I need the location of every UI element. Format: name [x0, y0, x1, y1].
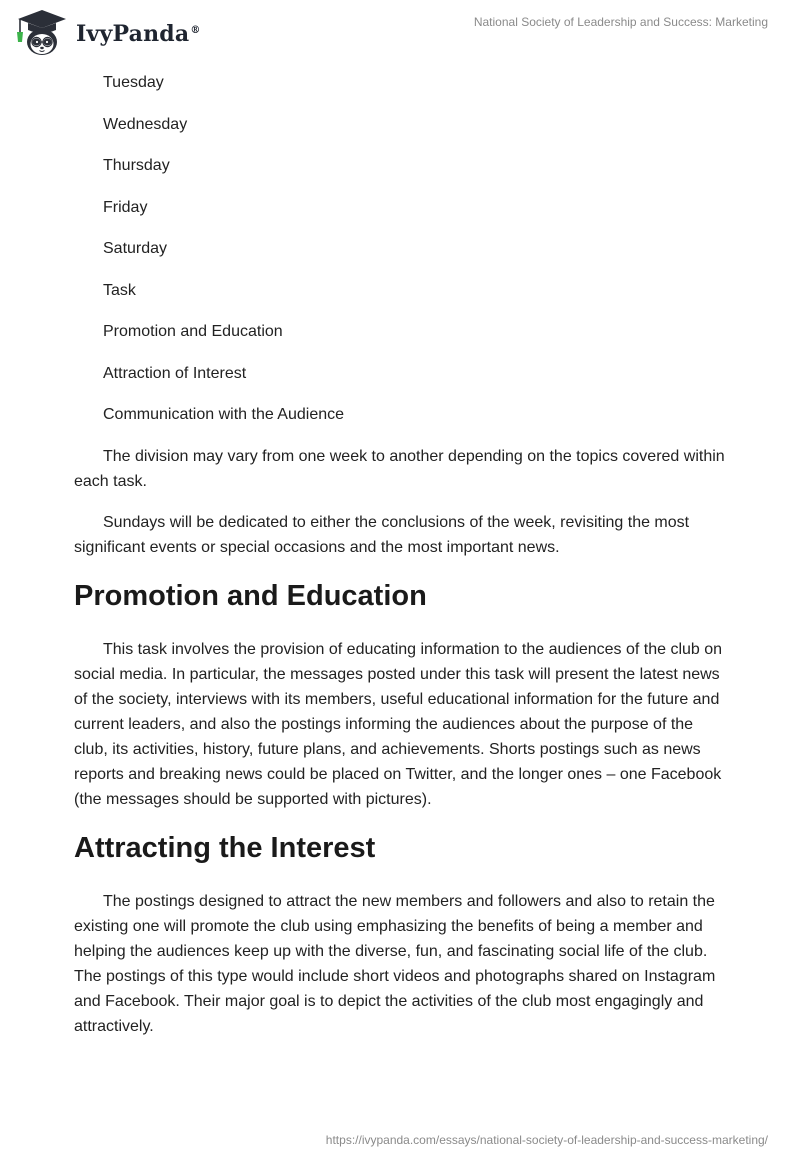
list-item: Thursday [103, 157, 170, 174]
section-heading-attracting: Attracting the Interest [74, 831, 376, 864]
panda-graduation-cap-icon [14, 8, 70, 58]
registered-mark: ® [190, 24, 201, 36]
list-item: Wednesday [103, 115, 188, 133]
list-item: Tuesday [103, 74, 164, 91]
document-title: National Society of Leadership and Success: Marketing [473, 15, 768, 29]
paragraph-division: The division may vary from one week to another depending on the topics covered within each task. [74, 447, 725, 490]
brand-name: IvyPanda® [76, 21, 201, 47]
brand-logo[interactable] [14, 8, 201, 58]
section-body-promotion: This task involves the provision of educating information to the audiences of the club on social media. In particular, the messages posted under this task will present the latest news of the society, interviews with its members, useful educational information for the future and current leaders, and also the postings informing the audiences about the purpose of the club, its activities, history, future plans, and achievements. Shorts postings such as news reports and breaking news could be placed on Twitter, and the longer ones – one Facebook (the messages should be supported with pictures). [74, 640, 723, 808]
list-item: Saturday [103, 240, 168, 257]
source-url[interactable]: https://ivypanda.com/essays/national-society-of-leadership-and-success-marketing/ [325, 1133, 768, 1147]
list-item: Promotion and Education [103, 323, 283, 340]
list-item: Attraction of Interest [103, 364, 247, 382]
list-item: Communication with the Audience [103, 406, 345, 423]
page-header [0, 0, 800, 62]
section-heading-promotion: Promotion and Education [74, 579, 427, 612]
section-body-attracting: The postings designed to attract the new members and followers and also to retain the existing one will promote the club using emphasizing the benefits of being a member and helping the audiences keep up with the diverse, fun, and fascinating social life of the club. The postings of this type would include short videos and photographs shared on Instagram and Facebook. Their major goal is to depict the activities of the club most engagingly and attractively. [74, 892, 716, 1035]
list-item: Friday [103, 198, 148, 216]
paragraph-sundays: Sundays will be dedicated to either the conclusions of the week, revisiting the most significant events or special occasions and the most important news. [74, 513, 690, 556]
essay-content [74, 70, 730, 1055]
list-item: Task [103, 281, 136, 299]
